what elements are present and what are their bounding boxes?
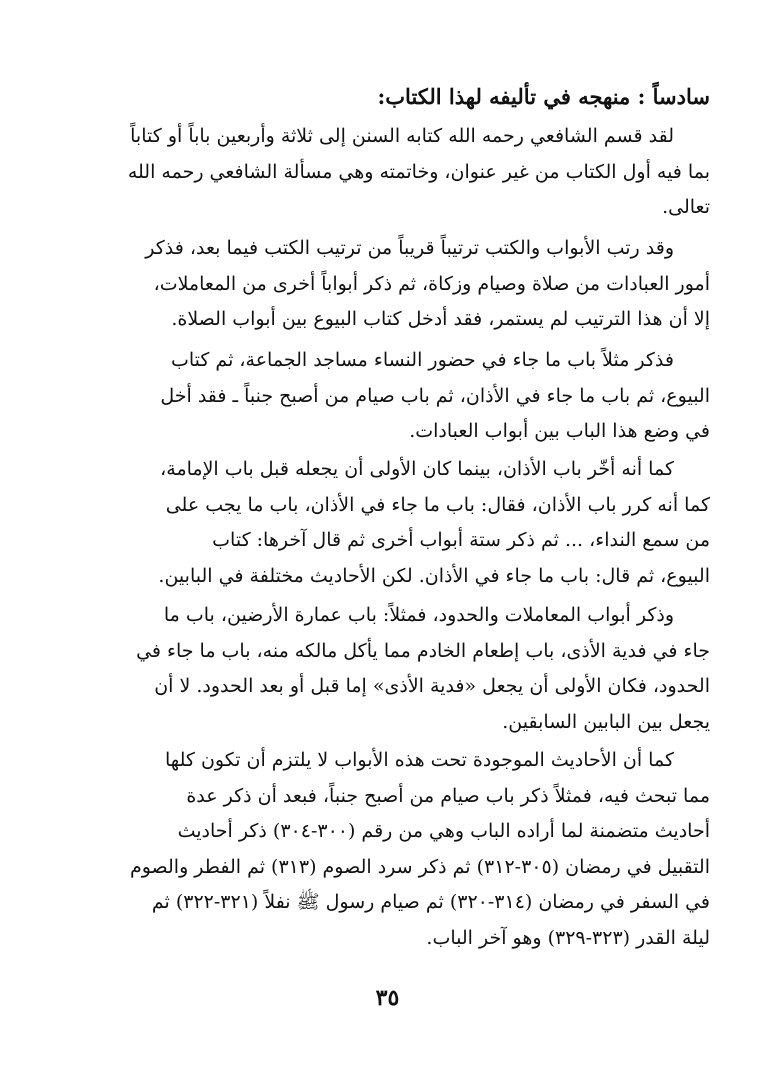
text-line: ليلة القدر (٣٢٣-٣٢٩) وهو آخر الباب. <box>426 926 710 949</box>
text-line: يجعل بين البابين السابقين. <box>502 710 710 733</box>
text-line: إلا أن هذا الترتيب لم يستمر، فقد أدخل كتاب البيوع بين أبواب الصلاة. <box>171 308 710 330</box>
book-page <box>65 0 710 1088</box>
paragraph-3 <box>65 343 710 450</box>
text-line: في وضع هذا الباب بين أبواب العبادات. <box>409 420 710 442</box>
text-line: في السفر في رمضان (٣١٤-٣٢٠) ثم صيام رسول ﷺ نفلاً (٣٢١-٣٢٢) ثم <box>151 891 710 913</box>
text-line: البيوع، ثم قال: باب ما جاء في الأذان. لكن الأحاديث مختلفة في البابين. <box>158 564 710 587</box>
text-line: كما أنه أخّر باب الأذان، بينما كان الأولى أن يجعله قبل باب الإمامة، <box>160 458 674 480</box>
text-line: وقد رتب الأبواب والكتب ترتيباً قريباً من ترتيب الكتب فيما بعد، فذكر <box>145 237 674 259</box>
text-line: كما أن الأحاديث الموجودة تحت هذه الأبواب لا يلتزم أن تكون كلها <box>165 749 674 771</box>
text-line: لقد قسم الشافعي رحمه الله كتابه السنن إلى ثلاثة وأربعين باباً أو كتاباً <box>130 125 674 147</box>
text-line: فذكر مثلاً باب ما جاء في حضور النساء مساجد الجماعة، ثم كتاب <box>170 349 674 371</box>
page-number: ٣٥ <box>375 985 400 1011</box>
text-line: جاء في فدية الأذى، باب إطعام الخادم مما يأكل مالكه منه، باب ما جاء في <box>136 639 710 662</box>
text-line: مما تبحث فيه، فمثلاً ذكر باب صيام من أصبح جنباً، فبعد أن ذكر عدة <box>186 784 710 807</box>
text-line: أمور العبادات من صلاة وصيام وزكاة، ثم ذكر أبواباً أخرى من المعاملات، <box>153 272 710 295</box>
paragraph-4 <box>65 452 710 594</box>
text-line: كما أنه كرر باب الأذان، فقال: باب ما جاء في الأذان، باب ما يجب على <box>165 493 710 516</box>
paragraph-5 <box>65 598 710 740</box>
text-line: بما فيه أول الكتاب من غير عنوان، وخاتمته وهي مسألة الشافعي رحمه الله <box>127 160 710 183</box>
text-line: وذكر أبواب المعاملات والحدود، فمثلاً: باب عمارة الأرضين، باب ما <box>163 604 674 626</box>
section-heading: سادساً : منهجه في تأليفه لهذا الكتاب: <box>377 84 710 109</box>
text-line: البيوع، ثم باب ما جاء في الأذان، ثم باب صيام من أصبح جنباً ـ فقد أخل <box>160 384 710 407</box>
paragraph-2 <box>65 231 710 338</box>
paragraph-6 <box>65 743 710 956</box>
text-line: الحدود، فكان الأولى أن يجعل «فدية الأذى» إما قبل أو بعد الحدود. لا أن <box>154 675 710 697</box>
paragraph-1 <box>65 119 710 226</box>
text-line: أحاديث متضمنة لما أراده الباب وهي من رقم (٣٠٠-٣٠٤) ذكر أحاديث <box>177 820 710 842</box>
text-line: تعالى. <box>662 196 710 218</box>
text-line: التقبيل في رمضان (٣٠٥-٣١٢) ثم ذكر سرد الصوم (٣١٣) ثم الفطر والصوم <box>129 855 710 878</box>
text-line: من سمع النداء، ... ثم ذكر ستة أبواب أخرى ثم قال آخرها: كتاب <box>212 529 710 551</box>
